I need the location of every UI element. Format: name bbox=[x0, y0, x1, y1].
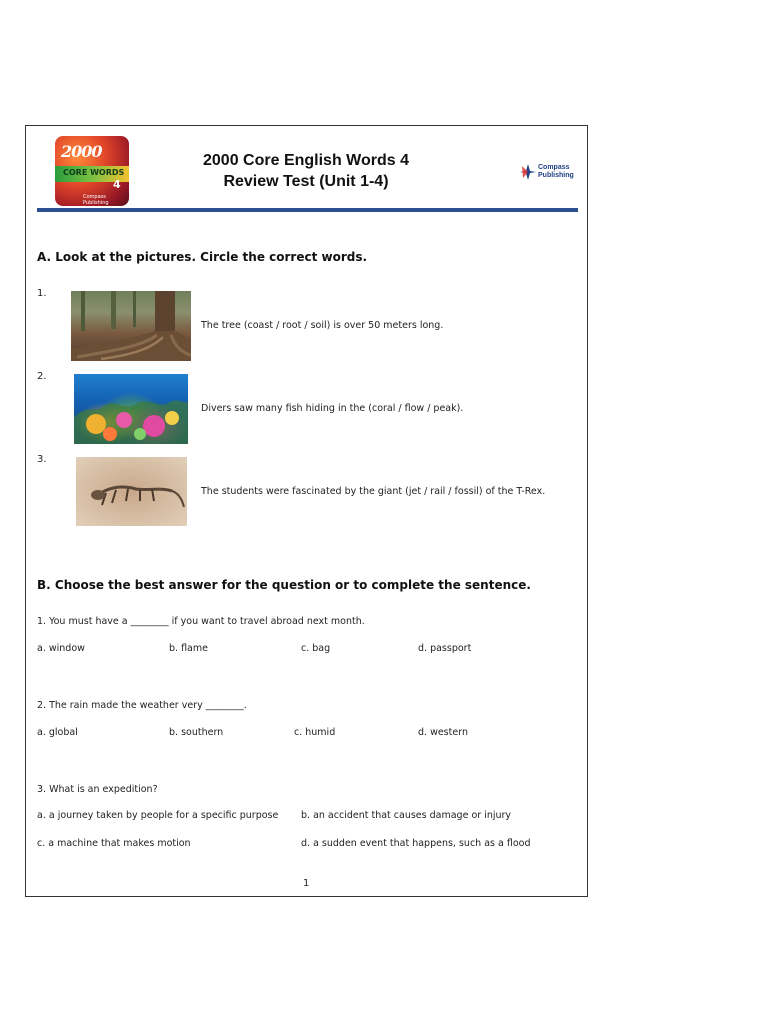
answer-option[interactable]: c. bag bbox=[301, 643, 331, 654]
cover-volume: 4 bbox=[113, 178, 121, 191]
cover-big-number: 2000 bbox=[61, 142, 102, 161]
tree-roots-drawing bbox=[71, 291, 191, 361]
item-number: 2. bbox=[37, 371, 47, 382]
title-line-2: Review Test (Unit 1-4) bbox=[223, 173, 389, 190]
page-number: 1 bbox=[303, 878, 310, 889]
answer-option[interactable]: a. global bbox=[37, 727, 78, 738]
publisher-logo-line1: Compass bbox=[538, 164, 570, 171]
header-divider bbox=[37, 208, 578, 212]
answer-option[interactable]: d. passport bbox=[418, 643, 472, 654]
fossil-photo bbox=[76, 457, 187, 526]
cover-publisher: Compass Publishing bbox=[83, 194, 109, 206]
book-cover-image bbox=[55, 136, 129, 206]
answer-option[interactable]: c. humid bbox=[294, 727, 336, 738]
cover-band-label: CORE WORDS bbox=[63, 168, 125, 177]
publisher-logo-line2: Publishing bbox=[538, 172, 574, 179]
item-sentence: Divers saw many fish hiding in the (coral / flow / peak). bbox=[201, 403, 464, 414]
item-number: 3. bbox=[37, 454, 47, 465]
title-line-1: 2000 Core English Words 4 bbox=[203, 152, 409, 169]
tree-roots-photo bbox=[71, 291, 191, 361]
section-b-heading: B. Choose the best answer for the question or to complete the sentence. bbox=[37, 578, 531, 592]
compass-star-icon bbox=[519, 163, 537, 181]
page-title bbox=[176, 150, 436, 192]
fossil-drawing bbox=[76, 457, 187, 526]
question-text: 1. You must have a ________ if you want to travel abroad next month. bbox=[37, 616, 365, 627]
answer-option[interactable]: c. a machine that makes motion bbox=[37, 838, 191, 849]
coral-reef-drawing bbox=[74, 374, 188, 444]
answer-option[interactable]: b. an accident that causes damage or injury bbox=[301, 810, 512, 821]
question-text: 3. What is an expedition? bbox=[37, 784, 158, 795]
question-text: 2. The rain made the weather very ________. bbox=[37, 700, 247, 711]
answer-option[interactable]: b. southern bbox=[169, 727, 224, 738]
coral-reef-photo bbox=[74, 374, 188, 444]
answer-option[interactable]: a. window bbox=[37, 643, 85, 654]
item-sentence: The students were fascinated by the giant (jet / rail / fossil) of the T-Rex. bbox=[201, 486, 546, 497]
item-sentence: The tree (coast / root / soil) is over 50 meters long. bbox=[201, 320, 444, 331]
answer-option[interactable]: b. flame bbox=[169, 643, 208, 654]
publisher-logo-text bbox=[538, 164, 574, 180]
answer-option[interactable]: d. western bbox=[418, 727, 468, 738]
worksheet-page bbox=[25, 125, 588, 897]
section-a-heading: A. Look at the pictures. Circle the correct words. bbox=[37, 250, 368, 264]
answer-option[interactable]: a. a journey taken by people for a specific purpose bbox=[37, 810, 279, 821]
answer-option[interactable]: d. a sudden event that happens, such as a flood bbox=[301, 838, 531, 849]
item-number: 1. bbox=[37, 288, 47, 299]
